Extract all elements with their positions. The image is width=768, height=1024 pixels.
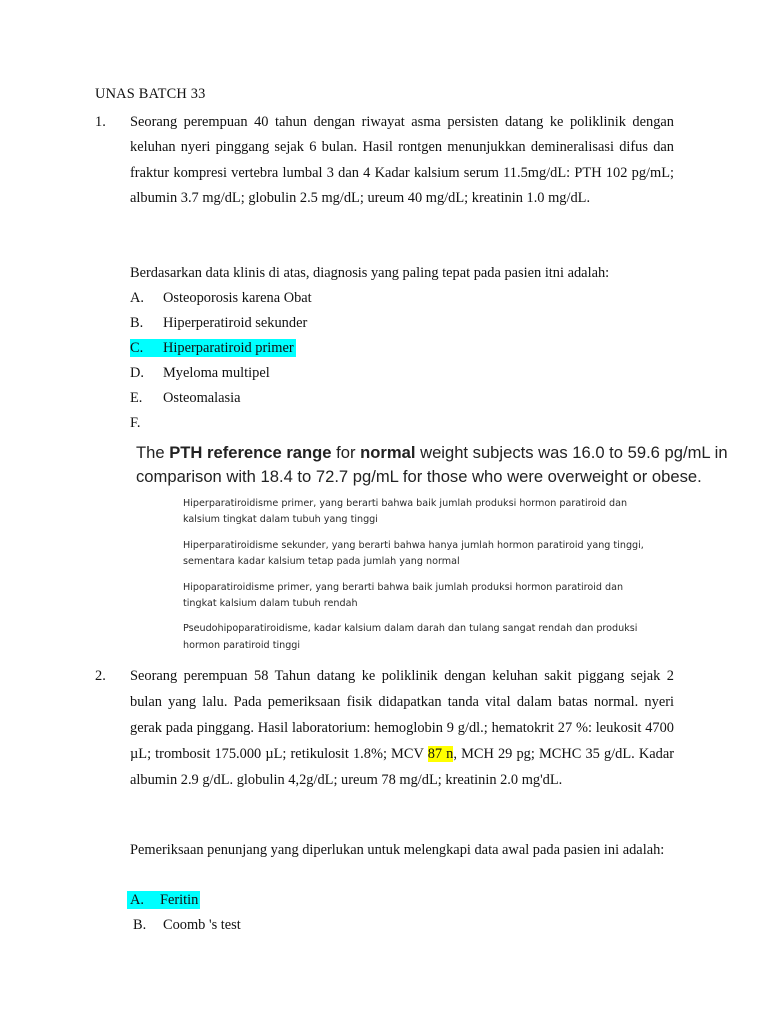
- definition-item: Hiperparatiroidisme primer, yang berarti bahwa baik jumlah produksi hormon paratiroid dan kalsium tingkat dalam tubuh yang tinggi: [183, 498, 628, 526]
- option-letter: D.: [130, 365, 144, 381]
- definition-item: Hipoparatiroidisme primer, yang berarti bahwa baik jumlah produksi hormon paratiroid dan tingkat kalsium dalam tubuh rendah: [183, 581, 624, 610]
- question-1-option-f: [130, 414, 163, 432]
- question-2-number: 2.: [95, 668, 106, 684]
- question-2-prompt: Pemeriksaan penunjang yang diperlukan untuk melengkapi data awal pada pasien ini adalah:: [130, 842, 665, 858]
- ref-text: for: [331, 443, 361, 462]
- option-text: Myeloma multipel: [163, 365, 270, 381]
- question-1-option-c-highlighted: [130, 339, 296, 357]
- option-text: Coomb 's test: [163, 917, 241, 933]
- question-1-prompt: Berdasarkan data klinis di atas, diagnosis yang paling tepat pada pasien itni adalah:: [130, 265, 610, 281]
- ref-text: weight subjects was 16.0 to 59.6 pg/mL in comparison with 18.4 to 72.7 pg/mL for those who were overweight or obese.: [136, 443, 728, 486]
- page-title: UNAS BATCH 33: [95, 86, 206, 102]
- option-letter: C.: [130, 340, 144, 356]
- ref-bold: normal: [360, 443, 416, 462]
- option-letter: A.: [130, 290, 144, 306]
- option-letter: A.: [130, 892, 144, 908]
- question-2-option-a-highlighted: [127, 891, 200, 909]
- definition-item: Pseudohipoparatiroidisme, kadar kalsium dalam darah dan tulang sangat rendah dan produksi hormon paratiroid tinggi: [183, 623, 638, 651]
- option-text: Osteoporosis karena Obat: [163, 290, 312, 306]
- ref-bold: PTH reference range: [169, 443, 332, 462]
- question-1-option-e: [130, 389, 241, 407]
- option-text: Feritin: [160, 892, 199, 908]
- option-letter: E.: [130, 390, 143, 406]
- option-letter: B.: [133, 917, 147, 933]
- question-1-option-a: [130, 289, 312, 307]
- stem-text: Seorang perempuan 58 Tahun datang ke poliklinik dengan keluhan sakit piggang sejak 2 bulan yang lalu. Pada pemeriksaan fisik didapatkan tanda vital dalam batas normal. nyeri gerak pada pinggang. Hasil laboratorium: hemoglobin 9 g/dl.; hematokrit 27 %: leukosit 4700 µL; trombosit 175.000 µL; retikulosit 1.8%; MCV: [130, 668, 674, 763]
- option-text: Osteomalasia: [163, 390, 241, 406]
- option-text: Hiperperatiroid sekunder: [163, 315, 308, 331]
- pth-reference-note: [136, 441, 736, 488]
- question-1-stem: Seorang perempuan 40 tahun dengan riwayat asma persisten datang ke poliklinik dengan keluhan nyeri pinggang sejak 6 bulan. Hasil rontgen menunjukkan demineralisasi difus dan fraktur kompresi vertebra lumbal 3 dan 4 Kadar kalsium serum 11.5mg/dL: PTH 102 pg/mL; albumin 3.7 mg/dL; globulin 2.5 mg/dL; ureum 40 mg/dL; kreatinin 1.0 mg/dL.: [130, 114, 674, 206]
- option-text: Hiperparatiroid primer: [163, 340, 294, 356]
- definition-item: Hiperparatiroidisme sekunder, yang berarti bahwa hanya jumlah hormon paratiroid yang tinggi, sementara kadar kalsium tetap pada jumlah yang normal: [183, 539, 644, 568]
- question-1-option-b: [130, 314, 307, 332]
- question-1-option-d: [130, 364, 270, 382]
- question-1-number: 1.: [95, 114, 106, 130]
- highlighted-value: 87 n: [427, 746, 454, 763]
- ref-text: The: [136, 443, 170, 462]
- question-2-option-b: [133, 916, 241, 934]
- question-2-stem: [130, 663, 674, 793]
- option-letter: B.: [130, 315, 144, 331]
- option-letter: F.: [130, 415, 141, 431]
- parathyroid-definitions: [183, 496, 653, 663]
- stem-text: , MCH 29 pg; MCHC 35 g/dL. Kadar albumin 2.9 g/dL. globulin 4,2g/dL; ureum 78 mg/dL; kreatinin 2.0 mg'dL.: [130, 746, 674, 789]
